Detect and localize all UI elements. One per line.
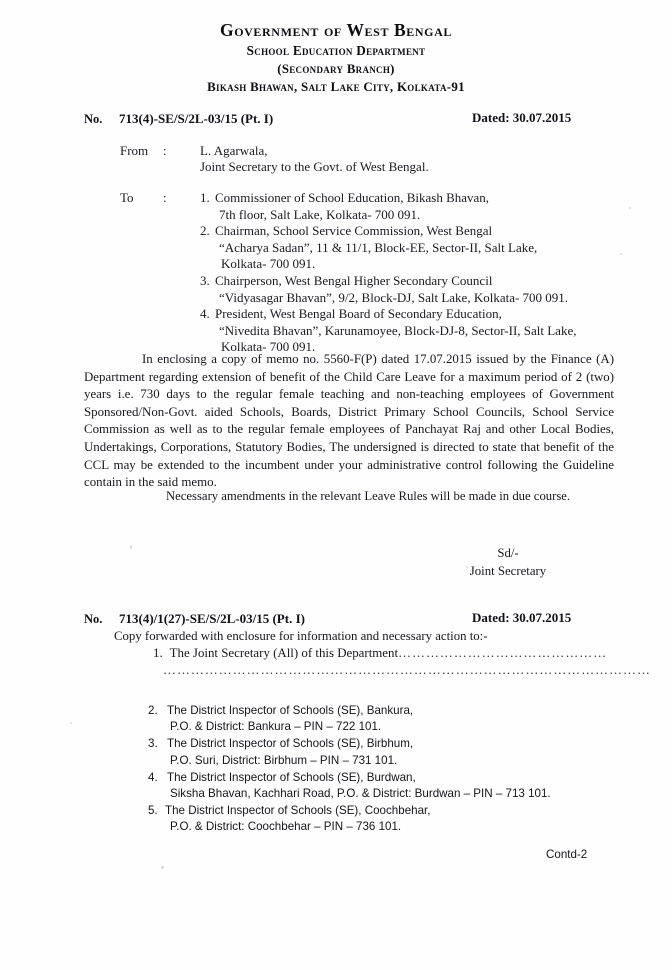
district-inspector-item — [148, 703, 618, 736]
scan-speckle — [70, 722, 72, 724]
to-item-number: 1. — [200, 190, 210, 205]
to-item-line3: Kolkata- 700 091. — [221, 256, 316, 272]
forwarding-filler-dots: …………………………………………………………………………………………… — [163, 663, 651, 677]
district-item-line2: P.O. & District: Coochbehar – PIN – 736 101. — [170, 820, 402, 834]
district-item-number: 5. — [148, 803, 158, 817]
to-item-line2 — [215, 207, 630, 224]
memo-number-row-top — [0, 110, 672, 130]
district-inspector-item — [148, 770, 618, 803]
copy-forwarded-intro: Copy forwarded with enclosure for information and necessary action to:- — [114, 629, 488, 643]
district-item-line1: The District Inspector of Schools (SE), Burdwan, — [167, 770, 416, 784]
memo-no-value-top: 713(4)-SE/S/2L-03/15 (Pt. I) — [119, 111, 274, 126]
body-paragraph: In enclosing a copy of memo no. 5560-F(P) dated 17.07.2015 issued by the Finance (A) Department regarding extension of benefit of the Child Care Leave for a maximum period of 2 (two) years i.e. 730 days to the regular female teaching and non-teaching employees of Government Sponsored/Non-Govt. aided Schools, Boards, District Primary School Councils, School Service Commission as well as to the regular female employees of Panchayat Raj and other Local Bodies, Undertakings, Corporations, Statutory Bodies, The undersigned is directed to state that benefit of the CCL may be extended to the incumbent under your administrative control following the Guideline contain in the said memo. — [84, 352, 614, 490]
to-recipient-item — [200, 190, 630, 223]
to-recipient-item — [200, 306, 630, 356]
to-item-floor-suffix: th — [225, 206, 236, 222]
district-item-number: 3. — [148, 737, 158, 751]
from-designation: Joint Secretary to the Govt. of West Bengal. — [200, 159, 429, 174]
memo-no-label-top: No. — [84, 112, 103, 126]
scan-speckle — [466, 566, 468, 568]
amendment-note: Necessary amendments in the relevant Leave Rules will be made in due course. — [166, 489, 571, 503]
memo-dated-top: Dated: 30.07.2015 — [472, 110, 572, 125]
district-item-line2: Siksha Bhavan, Kachhari Road, P.O. & District: Burdwan – PIN – 713 101. — [170, 787, 551, 801]
to-recipient-list — [200, 190, 630, 356]
scan-speckle — [620, 253, 622, 255]
memo-number-row-bottom — [0, 610, 672, 630]
to-item-line2: “Vidyasagar Bhavan”, 9/2, Block-DJ, Salt Lake, Kolkata- 700 091. — [219, 289, 569, 305]
to-colon: : — [163, 190, 167, 205]
page-continuation-marker: Contd-2 — [546, 848, 588, 861]
district-inspector-item — [148, 803, 618, 836]
to-item-floor-rest: floor, Salt Lake, Kolkata- 700 091. — [235, 206, 421, 222]
to-item-number: 3. — [200, 272, 210, 288]
district-item-number: 4. — [148, 770, 158, 784]
to-item-line2: “Acharya Sadan”, 11 & 11/1, Block-EE, Sector-II, Salt Lake, — [219, 239, 538, 255]
district-inspector-list — [148, 703, 618, 836]
memo-no-value-bottom: 713(4)/1(27)-SE/S/2L-03/15 (Pt. I) — [119, 611, 305, 626]
from-name: L. Agarwala, — [200, 143, 268, 158]
district-item-number: 2. — [148, 704, 158, 717]
scan-speckle — [130, 545, 132, 549]
forwarding-item-number: 1. — [153, 646, 163, 660]
to-item-line1: President, West Bengal Board of Secondary Education, — [215, 306, 502, 322]
to-recipient-item — [200, 223, 630, 273]
district-item-line1: The District Inspector of Schools (SE), Bankura, — [167, 704, 414, 717]
district-item-line1: The District Inspector of Schools (SE), Birbhum, — [167, 737, 414, 751]
to-label: To — [120, 190, 134, 205]
forwarding-item-text: The Joint Secretary (All) of this Department — [169, 646, 399, 660]
memo-dated-bottom: Dated: 30.07.2015 — [472, 610, 572, 625]
to-item-line1: Commissioner of School Education, Bikash Bhavan, — [215, 190, 490, 205]
to-item-number: 4. — [200, 306, 210, 322]
district-item-line1: The District Inspector of Schools (SE), Coochbehar, — [165, 803, 431, 817]
from-label: From — [120, 143, 149, 158]
forwarding-item-joint-secretary — [153, 646, 607, 661]
to-item-line2: “Nivedita Bhavan”, Karunamoyee, Block-DJ-8, Sector-II, Salt Lake, — [219, 322, 577, 338]
letterhead-branch-line: (Secondary Branch) — [277, 62, 395, 76]
letterhead-government-line: Government of West Bengal — [220, 20, 452, 40]
to-item-line1: Chairman, School Service Commission, West Bengal — [215, 223, 493, 239]
letterhead — [0, 20, 672, 96]
district-item-line2: P.O. Suri, District: Birbhum – PIN – 731 101. — [170, 753, 398, 767]
from-block — [0, 143, 672, 179]
letterhead-address-line: Bikash Bhawan, Salt Lake City, Kolkata-91 — [207, 80, 465, 94]
from-colon: : — [163, 143, 167, 158]
to-item-number: 2. — [200, 223, 210, 239]
to-item-line3: Kolkata- 700 091. — [221, 339, 316, 355]
to-recipient-item — [200, 273, 630, 306]
to-item-floor-number: 7 — [219, 206, 226, 222]
to-item-line1: Chairperson, West Bengal Higher Secondary Council — [215, 272, 493, 288]
scan-speckle — [629, 207, 631, 209]
scan-speckle — [161, 866, 164, 869]
district-inspector-item — [148, 736, 618, 769]
memo-no-label-bottom: No. — [84, 612, 103, 626]
district-item-line2: P.O. & District: Bankura – PIN – 722 101. — [170, 720, 382, 734]
signature-sd: Sd/- — [497, 546, 519, 560]
signature-designation: Joint Secretary — [469, 563, 547, 578]
letterhead-department-line: School Education Department — [246, 43, 426, 58]
signature-block — [448, 545, 568, 580]
forwarding-item-dots: ……………………………………… — [398, 646, 608, 660]
